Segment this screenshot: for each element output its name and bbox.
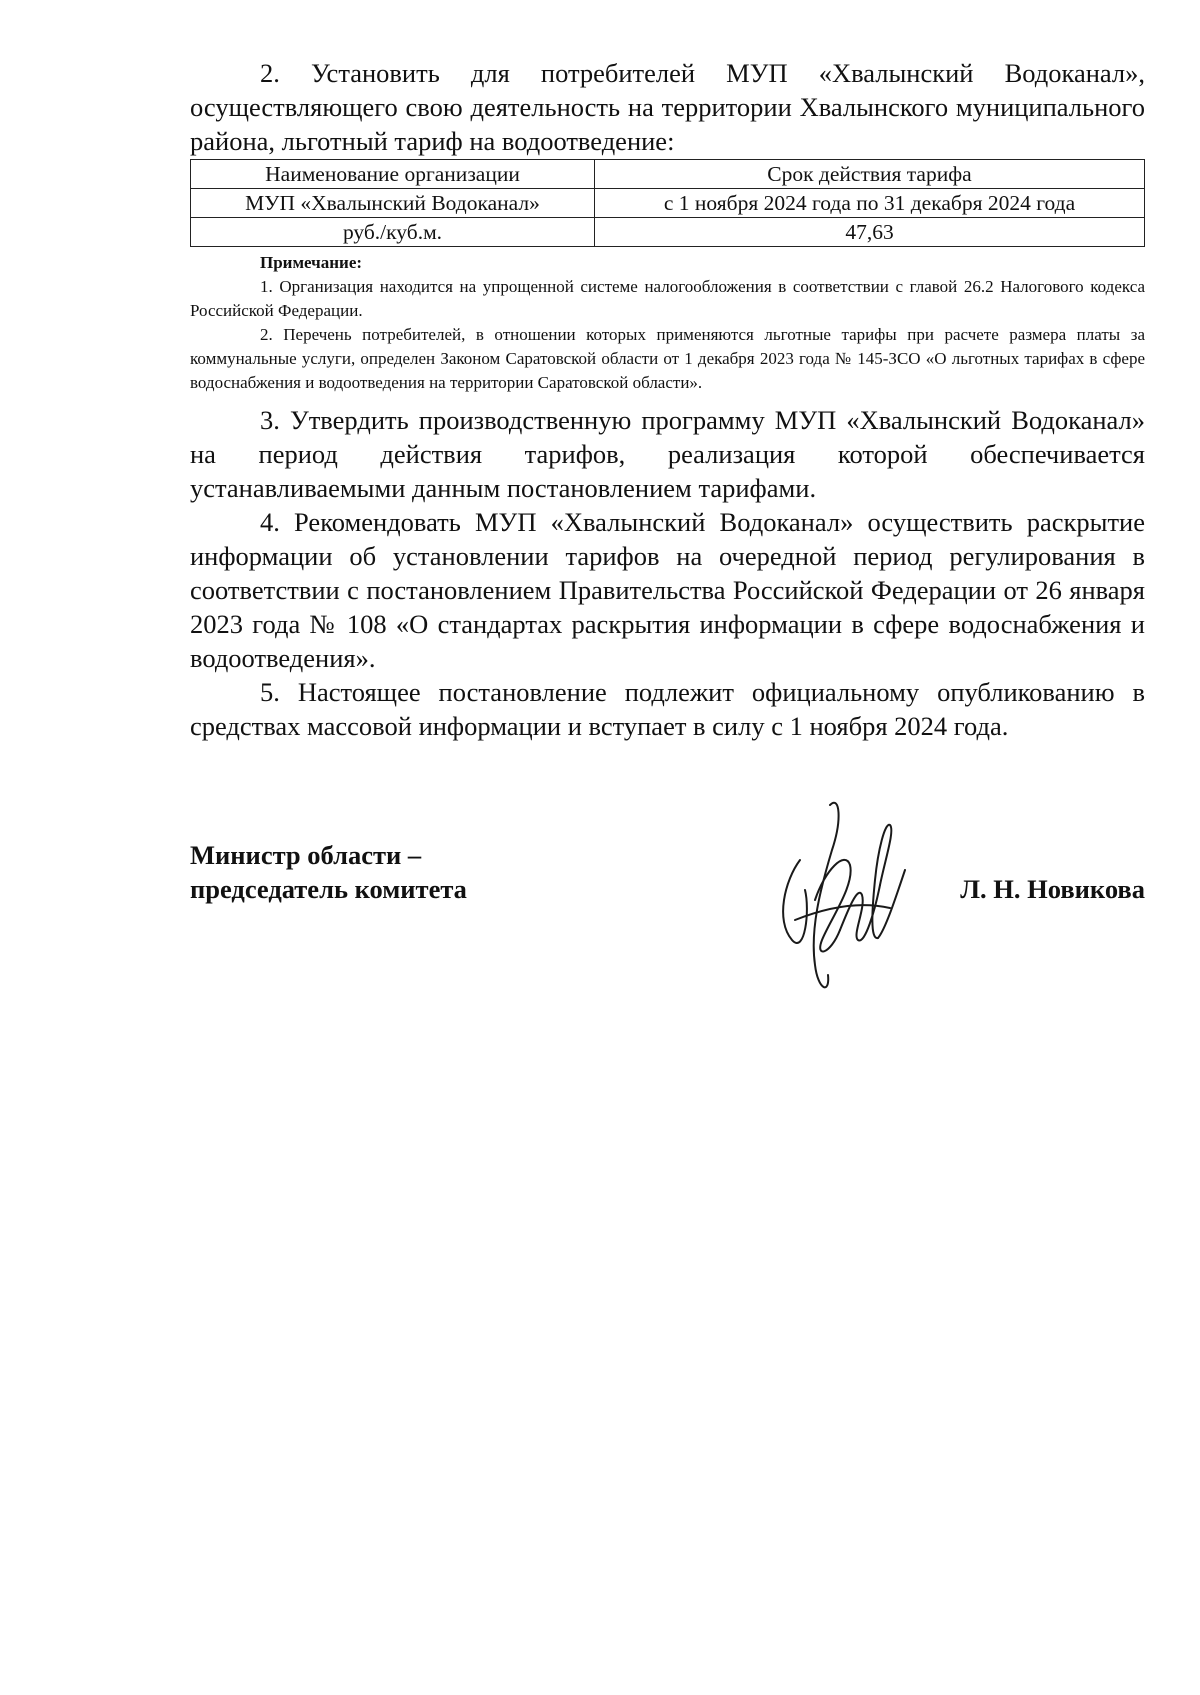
table-header-cell: Срок действия тарифа: [595, 160, 1145, 189]
table-cell: 47,63: [595, 218, 1145, 247]
paragraph-3: 3. Утвердить производственную программу МУП «Хвалынский Водоканал» на период действия тарифов, реализация которой обеспечивается устанавливаемыми данным постановлением тарифами.: [190, 405, 1145, 503]
paragraph-2: 2. Установить для потребителей МУП «Хвалынский Водоканал», осуществляющего свою деятельность на территории Хвалынского муниципального района, льготный тариф на водоотведение:: [190, 58, 1145, 156]
table-header-cell: Наименование организации: [191, 160, 595, 189]
tariff-table: [190, 159, 1145, 247]
table-cell: руб./куб.м.: [191, 218, 595, 247]
position-line: Министр области –: [190, 840, 422, 870]
notes-block: [190, 251, 1145, 395]
handwritten-signature-icon: [770, 790, 930, 1010]
note-item: 1. Организация находится на упрощенной системе налогообложения в соответствии с главой 26.2 Налогового кодекса Российской Федерации.: [190, 277, 1145, 320]
table-cell: с 1 ноября 2024 года по 31 декабря 2024 года: [595, 189, 1145, 218]
paragraph-5: 5. Настоящее постановление подлежит официальному опубликованию в средствах массовой информации и вступает в силу с 1 ноября 2024 года.: [190, 677, 1145, 741]
note-item: 2. Перечень потребителей, в отношении которых применяются льготные тарифы при расчете размера платы за коммунальные услуги, определен Законом Саратовской области от 1 декабря 2023 года № 145-ЗСО «О льготных тарифах в сфере водоснабжения и водоотведения на территории Саратовской области».: [190, 325, 1145, 392]
table-row: [191, 218, 1145, 247]
table-row: [191, 189, 1145, 218]
notes-title: Примечание:: [260, 253, 363, 272]
signatory-position: [190, 838, 467, 906]
table-header-row: [191, 160, 1145, 189]
document-body: [190, 56, 1145, 743]
position-line: председатель комитета: [190, 874, 467, 904]
signatory-name: Л. Н. Новикова: [960, 874, 1145, 904]
paragraph-4: 4. Рекомендовать МУП «Хвалынский Водоканал» осуществить раскрытие информации об установлении тарифов на очередной период регулирования в соответствии с постановлением Правительства Российской Федерации от 26 января 2023 года № 108 «О стандартах раскрытия информации в сфере водоснабжения и водоотведения».: [190, 507, 1145, 673]
table-cell: МУП «Хвалынский Водоканал»: [191, 189, 595, 218]
